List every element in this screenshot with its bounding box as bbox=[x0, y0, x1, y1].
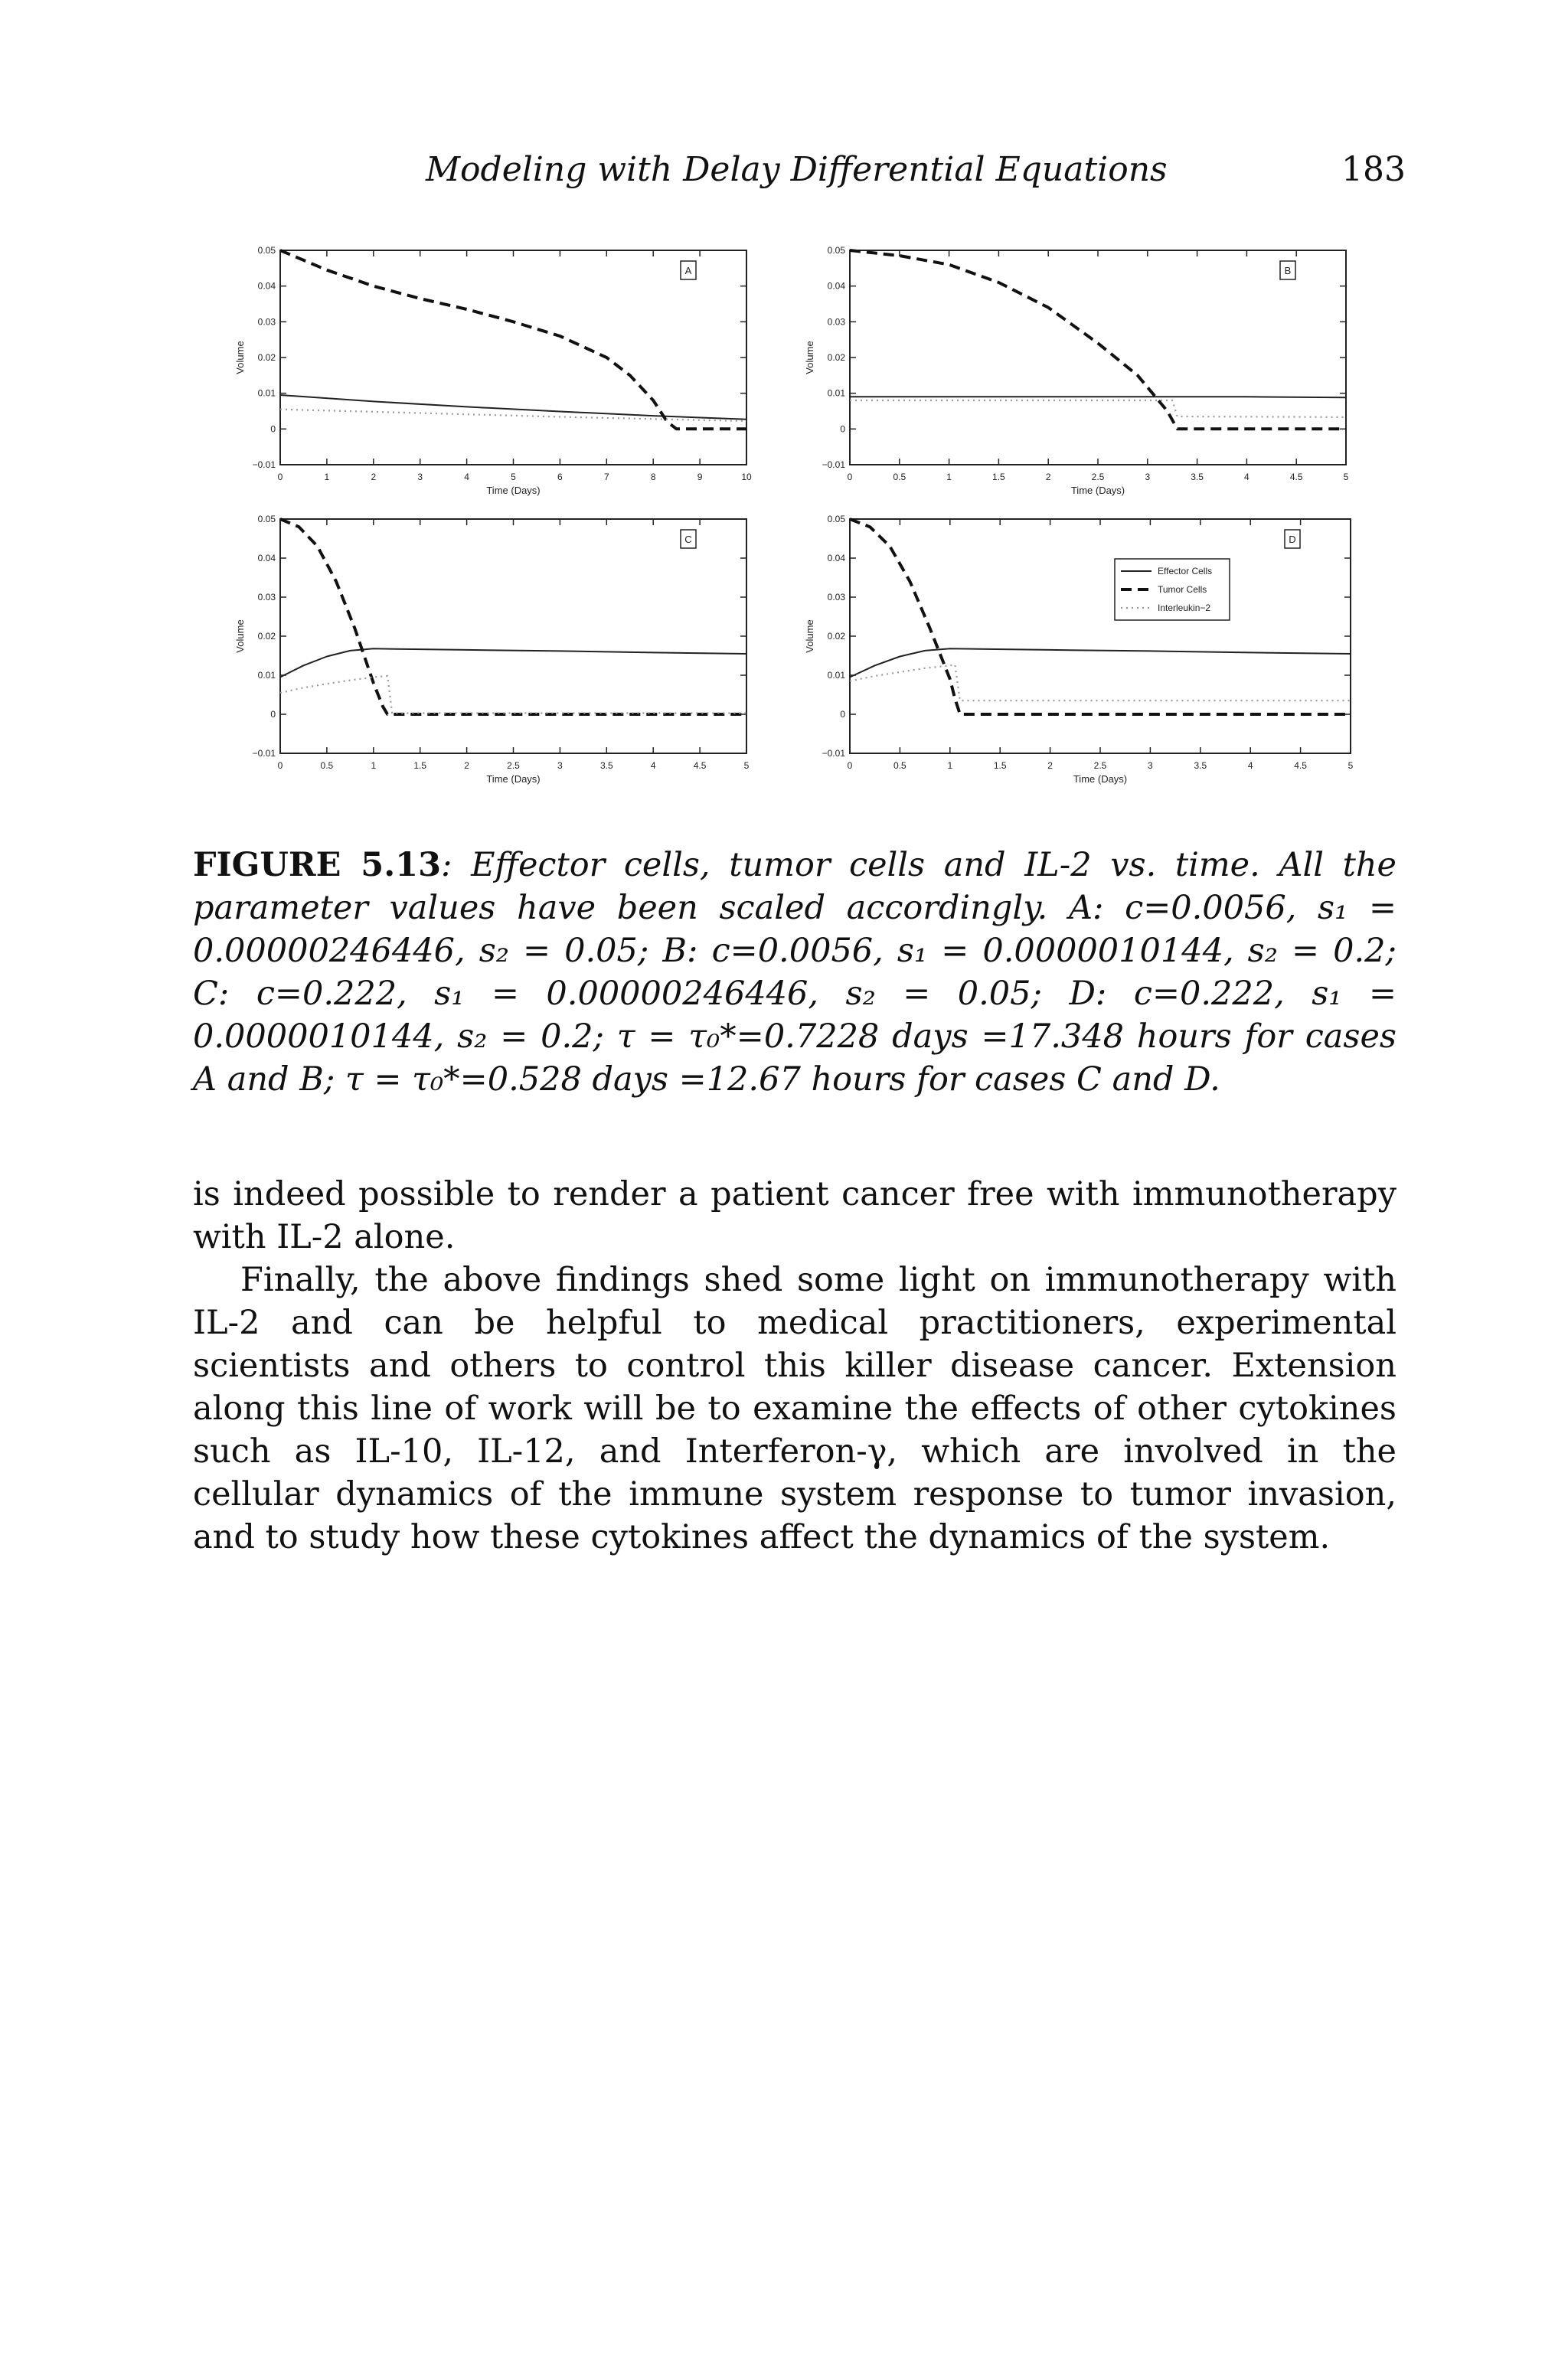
x-tick-label: 3 bbox=[557, 760, 563, 771]
x-tick-label: 3.5 bbox=[599, 760, 613, 771]
plot-frame bbox=[280, 519, 746, 753]
x-axis-label: Time (Days) bbox=[1070, 485, 1125, 496]
x-tick-label: 3 bbox=[1148, 760, 1153, 771]
x-tick-label: 0.5 bbox=[320, 760, 334, 771]
y-tick-label: −0.01 bbox=[252, 459, 276, 470]
x-tick-label: 1 bbox=[371, 760, 377, 771]
x-tick-label: 5 bbox=[1348, 760, 1354, 771]
x-tick-label: 2.5 bbox=[1091, 472, 1105, 482]
x-tick-label: 2 bbox=[371, 472, 377, 482]
y-tick-label: 0.04 bbox=[827, 553, 845, 563]
y-tick-label: 0.03 bbox=[257, 316, 276, 328]
x-tick-label: 6 bbox=[557, 472, 563, 482]
y-tick-label: 0.02 bbox=[827, 352, 845, 363]
y-tick-label: 0.03 bbox=[827, 316, 845, 328]
series-line-solid bbox=[280, 395, 746, 420]
x-axis-label: Time (Days) bbox=[486, 485, 541, 496]
chart-panel-a bbox=[234, 245, 752, 496]
x-axis-label: Time (Days) bbox=[486, 773, 541, 785]
y-tick-label: 0.04 bbox=[827, 280, 845, 292]
x-axis-label: Time (Days) bbox=[1073, 773, 1128, 785]
series-line-solid bbox=[850, 648, 1351, 677]
y-tick-label: 0.04 bbox=[257, 553, 276, 563]
legend-label: Tumor Cells bbox=[1158, 584, 1207, 595]
x-tick-label: 4 bbox=[1244, 472, 1250, 482]
series-line-solid bbox=[280, 648, 746, 677]
x-tick-label: 5 bbox=[511, 472, 516, 482]
x-tick-label: 8 bbox=[650, 472, 656, 482]
x-tick-label: 4.5 bbox=[1289, 472, 1303, 482]
figure-caption bbox=[193, 844, 1396, 1101]
x-tick-label: 0 bbox=[847, 472, 853, 482]
x-tick-label: 0 bbox=[277, 760, 283, 771]
series-line-dashed bbox=[280, 519, 746, 714]
series-line-dashed bbox=[850, 519, 1351, 714]
y-tick-label: 0 bbox=[840, 709, 845, 720]
x-tick-label: 9 bbox=[697, 472, 703, 482]
y-tick-label: 0.01 bbox=[257, 670, 276, 681]
y-tick-label: 0.02 bbox=[257, 631, 276, 642]
x-tick-label: 0.5 bbox=[893, 472, 906, 482]
x-tick-label: 4 bbox=[464, 472, 469, 482]
y-tick-label: 0.03 bbox=[257, 592, 276, 602]
plot-frame bbox=[850, 250, 1346, 465]
x-tick-label: 0.5 bbox=[893, 760, 906, 771]
x-tick-label: 0 bbox=[277, 472, 283, 482]
x-tick-label: 4 bbox=[650, 760, 656, 771]
chart-panel-d bbox=[804, 514, 1354, 785]
x-tick-label: 1.5 bbox=[413, 760, 427, 771]
running-head bbox=[0, 150, 1568, 196]
figure-5-13 bbox=[0, 230, 1568, 796]
y-tick-label: 0.01 bbox=[257, 387, 276, 399]
panel-letter: C bbox=[684, 534, 692, 545]
y-tick-label: 0.05 bbox=[257, 514, 276, 524]
x-tick-label: 3.5 bbox=[1194, 760, 1207, 771]
x-tick-label: 3.5 bbox=[1191, 472, 1204, 482]
y-tick-label: 0 bbox=[840, 423, 845, 435]
x-tick-label: 2 bbox=[1047, 760, 1053, 771]
y-tick-label: 0.04 bbox=[257, 280, 276, 292]
body-paragraph-1: is indeed possible to render a patient cancer free with immunotherapy with IL-2 alone. bbox=[193, 1175, 1396, 1256]
y-tick-label: 0.02 bbox=[827, 631, 845, 642]
x-tick-label: 2 bbox=[464, 760, 469, 771]
y-axis-label: Volume bbox=[234, 619, 246, 653]
legend-label: Interleukin−2 bbox=[1158, 602, 1211, 613]
series-line-dotted bbox=[850, 400, 1346, 417]
x-tick-label: 4 bbox=[1247, 760, 1253, 771]
x-tick-label: 2.5 bbox=[1093, 760, 1107, 771]
x-tick-label: 1 bbox=[324, 472, 330, 482]
y-axis-label: Volume bbox=[234, 341, 246, 374]
y-tick-label: 0 bbox=[270, 423, 276, 435]
x-tick-label: 1.5 bbox=[993, 760, 1007, 771]
page-number: 183 bbox=[1341, 150, 1406, 189]
y-axis-label: Volume bbox=[804, 619, 815, 653]
series-line-dotted bbox=[850, 665, 1351, 700]
legend-label: Effector Cells bbox=[1158, 566, 1213, 576]
panel-letter: A bbox=[684, 265, 692, 276]
y-tick-label: 0.02 bbox=[257, 352, 276, 363]
series-line-dashed bbox=[850, 250, 1346, 429]
y-tick-label: 0.03 bbox=[827, 592, 845, 602]
series-line-dotted bbox=[280, 676, 746, 714]
figure-label: FIGURE 5.13 bbox=[193, 846, 442, 884]
x-tick-label: 5 bbox=[743, 760, 750, 771]
body-text bbox=[193, 1173, 1396, 1559]
x-tick-label: 2 bbox=[1045, 472, 1051, 482]
figure-caption-text: : Effector cells, tumor cells and IL-2 vs. time. All the parameter values have been scaled accordingly. A: c=0.0056, s₁ = 0.00000246446, s₂ = 0.05; B: c=0.0056, s₁ = 0.0000010144, s₂ = 0.2; C: c=0.222, s₁ = 0.00000246446, s₂ = 0.05; D: c=0.222, s₁ = 0.0000010144, s₂ = 0.2; τ = τ₀*=0.7228 days =17.348 hours for cases A and B; τ = τ₀*=0.528 days =12.67 hours for cases C and D. bbox=[193, 846, 1396, 1099]
x-tick-label: 1 bbox=[946, 472, 952, 482]
y-tick-label: −0.01 bbox=[252, 748, 276, 759]
y-tick-label: −0.01 bbox=[822, 459, 845, 470]
body-paragraph-2: Finally, the above findings shed some light on immunotherapy with IL-2 and can be helpful to medical practitioners, experimental scientists and others to control this killer disease cancer. Extension along this line of work will be to examine the effects of other cytokines such as IL-10, IL-12, and Interferon-γ, which are involved in the cellular dynamics of the immune system response to tumor invasion, and to study how these cytokines affect the dynamics of the system. bbox=[193, 1261, 1396, 1556]
x-tick-label: 5 bbox=[1343, 472, 1349, 482]
x-tick-label: 4.5 bbox=[1294, 760, 1307, 771]
y-axis-label: Volume bbox=[804, 341, 815, 374]
chart-panel-b bbox=[804, 245, 1349, 496]
y-tick-label: 0.01 bbox=[827, 387, 845, 399]
running-title: Modeling with Delay Differential Equations bbox=[426, 150, 1168, 189]
y-tick-label: 0.05 bbox=[827, 245, 845, 256]
y-tick-label: 0.05 bbox=[257, 245, 276, 256]
x-tick-label: 1 bbox=[947, 760, 953, 771]
x-tick-label: 0 bbox=[847, 760, 853, 771]
x-tick-label: 3 bbox=[1145, 472, 1151, 482]
plot-frame bbox=[280, 250, 746, 465]
x-tick-label: 1.5 bbox=[992, 472, 1005, 482]
panel-letter: B bbox=[1284, 265, 1292, 276]
x-tick-label: 10 bbox=[741, 472, 752, 482]
y-tick-label: 0.01 bbox=[827, 670, 845, 681]
y-tick-label: −0.01 bbox=[822, 748, 845, 759]
plot-frame bbox=[850, 519, 1351, 753]
x-tick-label: 3 bbox=[417, 472, 423, 482]
chart-panel-c bbox=[234, 514, 750, 785]
x-tick-label: 7 bbox=[603, 472, 609, 482]
y-tick-label: 0 bbox=[270, 709, 276, 720]
x-tick-label: 4.5 bbox=[693, 760, 707, 771]
series-line-dashed bbox=[280, 250, 746, 429]
panel-letter: D bbox=[1289, 534, 1296, 545]
y-tick-label: 0.05 bbox=[827, 514, 845, 524]
x-tick-label: 2.5 bbox=[507, 760, 520, 771]
series-line-dotted bbox=[280, 410, 746, 421]
